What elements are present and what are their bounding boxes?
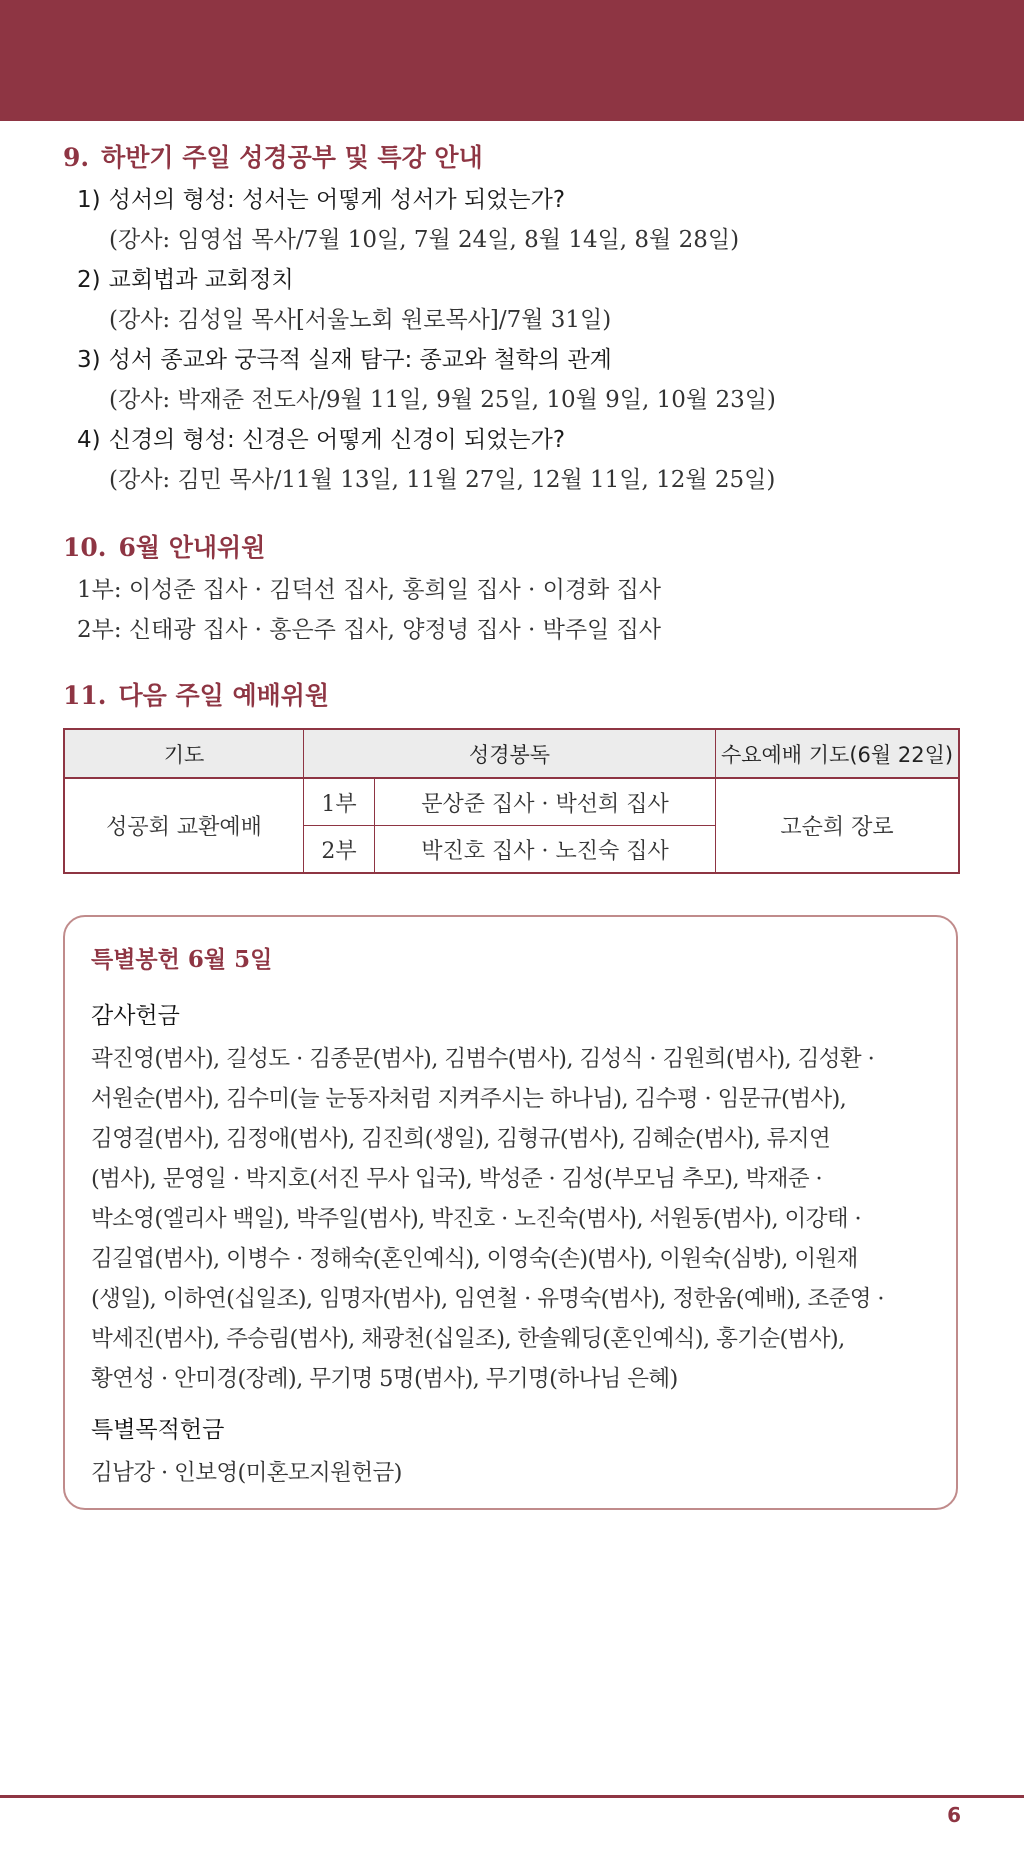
thanks-offering-title: 감사헌금 [91,1003,180,1029]
section-11-title [63,678,963,714]
offering-line: 김길엽(범사), 이병수 · 정해숙(혼인예식), 이영숙(손)(범사), 이원숙(심방), 이원재 [91,1246,858,1272]
section-9-title [63,140,963,176]
bulletin-content [63,140,963,874]
offering-line: 곽진영(범사), 길성도 · 김종문(범사), 김범수(범사), 김성식 · 김원희(범사), 김성환 · [91,1046,875,1072]
section-title-text: 하반기 주일 성경공부 및 특강 안내 [101,143,483,172]
reader-cell: 박진호 집사 · 노진숙 집사 [375,826,716,874]
item-number: 3) [77,347,101,373]
offering-line: 서원순(범사), 김수미(늘 눈동자처럼 지켜주시는 하나님), 김수평 · 임문규(범사), [91,1086,847,1112]
footer-divider [0,1795,1024,1798]
wednesday-cell: 고순희 장로 [716,778,960,873]
table-row [64,778,959,826]
item-title-text: 성서 종교와 궁극적 실재 탐구: 종교와 철학의 관계 [108,347,612,373]
header-band [0,0,1024,121]
header-prayer: 기도 [64,729,304,778]
section-title-text: 6월 안내위원 [118,533,266,562]
offering-line: 박소영(엘리사 백일), 박주일(범사), 박진호 · 노진숙(범사), 서원동(범사), 이강태 · [91,1206,862,1232]
study-item-detail: (강사: 김민 목사/11월 13일, 11월 27일, 12월 11일, 12월 25일) [109,467,776,493]
service-cell: 2부 [304,826,375,874]
item-title-text: 성서의 형성: 성서는 어떻게 성서가 되었는가? [108,187,566,213]
special-offering-box [63,915,958,1510]
usher-line: 1부: 이성준 집사 · 김덕선 집사, 홍희일 집사 · 이경화 집사 [77,577,662,603]
item-title-text: 신경의 형성: 신경은 어떻게 신경이 되었는가? [108,427,566,453]
offering-line: (생일), 이하연(십일조), 임명자(범사), 임연철 · 유명숙(범사), 정한움(예배), 조준영 · [91,1286,884,1312]
study-item-detail: (강사: 임영섭 목사/7월 10일, 7월 24일, 8월 14일, 8월 28일) [109,227,740,253]
offering-line: 김영걸(범사), 김정애(범사), 김진희(생일), 김형규(범사), 김혜순(범사), 류지연 [91,1126,831,1152]
reader-cell: 문상준 집사 · 박선희 집사 [375,778,716,826]
offering-line: (범사), 문영일 · 박지호(서진 무사 입국), 박성준 · 김성(부모님 추모), 박재준 · [91,1166,823,1192]
usher-line: 2부: 신태광 집사 · 홍은주 집사, 양정녕 집사 · 박주일 집사 [77,617,662,643]
thanks-offering-list [91,1039,932,1399]
worship-committee-table [63,728,960,874]
item-title-text: 교회법과 교회정치 [108,267,294,293]
study-item-detail: (강사: 김성일 목사[서울노회 원로목사]/7월 31일) [109,307,612,333]
prayer-cell: 성공회 교환예배 [64,778,304,873]
section-9 [63,140,963,500]
special-purpose-offering-text: 김남강 · 인보영(미혼모지원헌금) [91,1460,402,1486]
section-title-text: 다음 주일 예배위원 [118,681,330,710]
item-number: 4) [77,427,101,453]
study-item-title [77,260,963,300]
offering-title: 특별봉헌 6월 5일 [91,946,273,973]
section-number: 9. [63,143,90,172]
offering-line: 황연성 · 안미경(장례), 무기명 5명(범사), 무기명(하나님 은혜) [91,1366,678,1392]
study-item-detail: (강사: 박재준 전도사/9월 11일, 9월 25일, 10월 9일, 10월 23일) [109,387,776,413]
special-purpose-offering-title: 특별목적헌금 [91,1417,225,1443]
offering-line: 박세진(범사), 주승림(범사), 채광천(십일조), 한솔웨딩(혼인예식), 홍기순(범사), [91,1326,845,1352]
header-wednesday: 수요예배 기도(6월 22일) [716,729,960,778]
page-number: 6 [947,1803,961,1827]
section-number: 11. [63,681,107,710]
study-item-title [77,340,963,380]
section-10-title [63,530,963,566]
study-item-title [77,180,963,220]
study-item-title [77,420,963,460]
section-11 [63,678,963,874]
section-number: 10. [63,533,107,562]
service-cell: 1부 [304,778,375,826]
section-10 [63,530,963,650]
item-number: 1) [77,187,101,213]
item-number: 2) [77,267,101,293]
header-reading: 성경봉독 [304,729,716,778]
